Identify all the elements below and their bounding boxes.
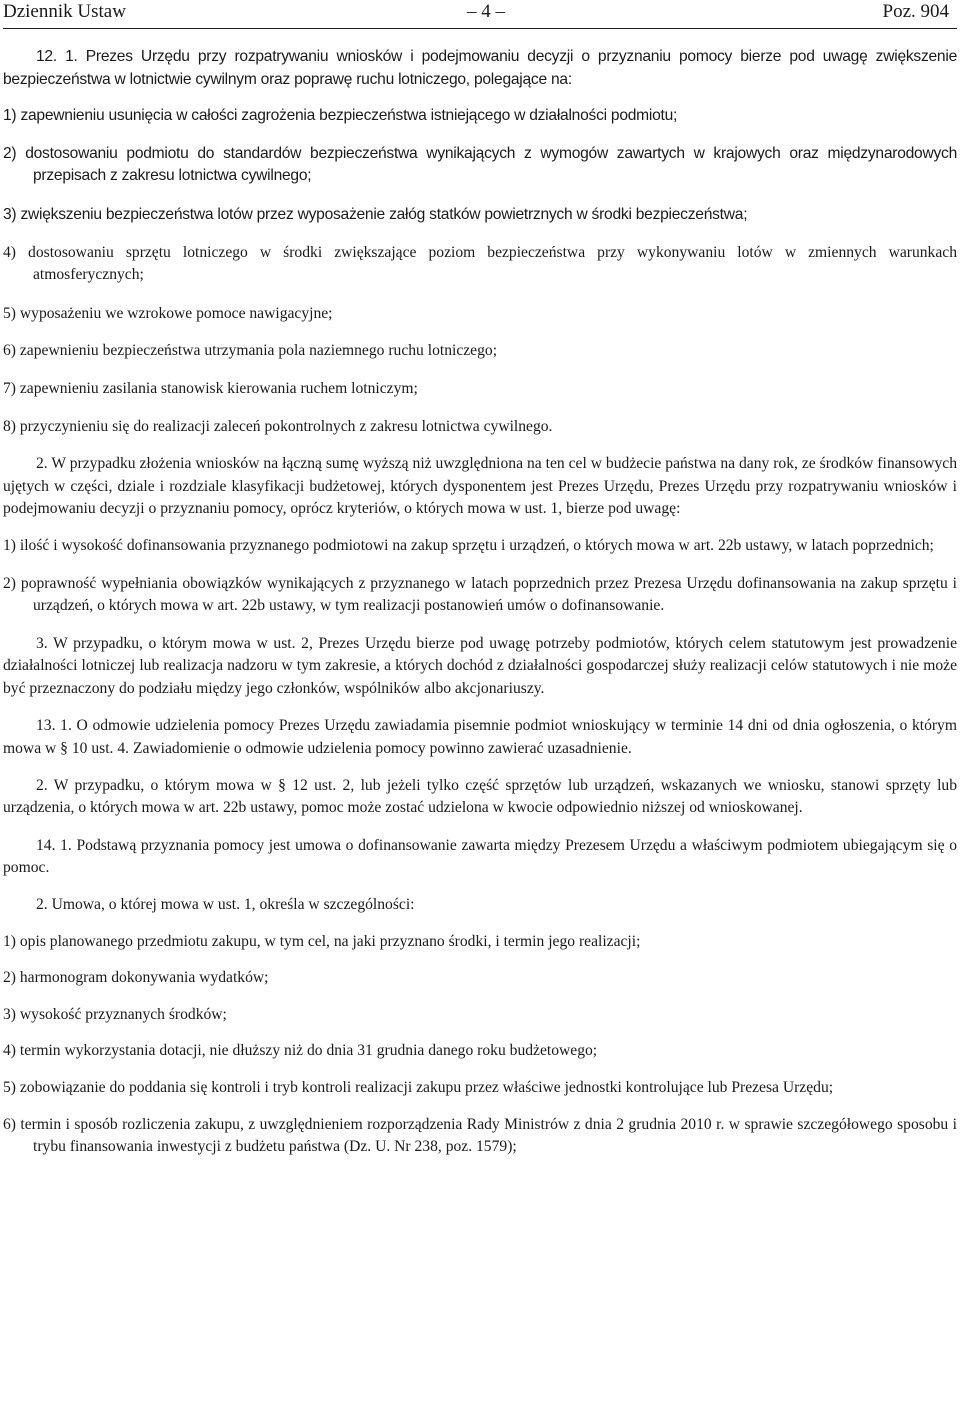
section-12-item-8: 8) przyczynieniu się do realizacji zaleceń pokontrolnych z zakresu lotnictwa cywilnego. xyxy=(3,417,553,435)
section-12-ust-2: 2. W przypadku złożenia wniosków na łączną sumę wyższą niż uwzględniona na ten cel w budżecie państwa na dany rok, ze środków finansowych ujętych w części, dziale i rozdziale klasyfikacji budżetowej, których dysponentem jest Prezes Urzędu, Prezes Urzędu przy rozpatrywaniu wniosków i podejmowaniu decyzji o przyznaniu pomocy, oprócz kryteriów, o których mowa w ust. 1, bierze pod uwagę: xyxy=(3,455,957,518)
section-14-item-1: 1) opis planowanego przedmiotu zakupu, w tym cel, na jaki przyznano środki, i termin jego realizacji; xyxy=(3,932,641,950)
section-12-item-7: 7) zapewnieniu zasilania stanowisk kierowania ruchem lotniczym; xyxy=(3,379,418,397)
section-12-ust-3: 3. W przypadku, o którym mowa w ust. 2, Prezes Urzędu bierze pod uwagę potrzeby podmiotów, których celem statutowym jest prowadzenie działalności lotniczej lub realizacja nadzoru w tym zakresie, a których dochód z działalności gospodarczej służy realizacji celów statutowych i nie może być przeznaczony do podziału między jego członków, wspólników albo akcjonariuszy. xyxy=(3,634,957,697)
section-12-item-6: 6) zapewnieniu bezpieczeństwa utrzymania pola naziemnego ruchu lotniczego; xyxy=(3,342,498,360)
section-12-intro: 12. 1. Prezes Urzędu przy rozpatrywaniu wniosków i podejmowaniu decyzji o przyznaniu pomocy bierze pod uwagę zwiększenie bezpieczeństwa w lotnictwie cywilnym oraz poprawę ruchu lotniczego, polegające na: xyxy=(3,48,957,88)
section-14-item-5: 5) zobowiązanie do poddania się kontroli i tryb kontroli realizacji zakupu przez właściwe jednostki kontrolujące lub Prezesa Urzędu; xyxy=(3,1079,834,1096)
section-14-ust-2: 2. Umowa, o której mowa w ust. 1, określa w szczególności: xyxy=(36,896,415,914)
page-header xyxy=(3,0,957,29)
section-13-ust-1: 13. 1. O odmowie udzielenia pomocy Prezes Urzędu zawiadamia pisemnie podmiot wnioskujący w terminie 14 dni od dnia ogłoszenia, o którym mowa w § 10 ust. 4. Zawiadomienie o odmowie udzielenia pomocy powinno zawierać uzasadnienie. xyxy=(3,717,957,758)
section-12-item-1: 1) zapewnieniu usunięcia w całości zagrożenia bezpieczeństwa istniejącego w działalności podmiotu; xyxy=(3,107,678,125)
section-14-item-4: 4) termin wykorzystania dotacji, nie dłuższy niż do dnia 31 grudnia danego roku budżetowego; xyxy=(3,1042,598,1060)
section-14-item-6: 6) termin i sposób rozliczenia zakupu, z uwzględnieniem rozporządzenia Rady Ministrów z dnia 2 grudnia 2010 r. w sprawie szczegółowego sposobu i trybu finansowania inwestycji z budżetu państwa (Dz. U. Nr 238, poz. 1579); xyxy=(3,1115,957,1156)
section-12-ust-2-item-2: 2) poprawność wypełniania obowiązków wynikających z przyznanego w latach poprzednich przez Prezesa Urzędu dofinansowania na zakup sprzętu i urządzeń, o których mowa w art. 22b ustawy, w tym realizacji postanowień umów o dofinansowanie. xyxy=(3,574,957,615)
section-12-ust-2-item-1: 1) ilość i wysokość dofinansowania przyznanego podmiotowi na zakup sprzętu i urządzeń, o których mowa w art. 22b ustawy, w latach poprzednich; xyxy=(3,536,934,554)
section-14-ust-1: 14. 1. Podstawą przyznania pomocy jest umowa o dofinansowanie zawarta między Prezesem Urzędu a właściwym podmiotem ubiegającym się o pomoc. xyxy=(3,836,957,877)
page-number: – 4 – xyxy=(467,1,505,22)
section-13-ust-2: 2. W przypadku, o którym mowa w § 12 ust. 2, lub jeżeli tylko część sprzętów lub urządzeń, wskazanych we wniosku, stanowi sprzęty lub urządzenia, o których mowa w art. 22b ustawy, pomoc może zostać udzielona w kwocie odpowiednio niższej od wnioskowanej. xyxy=(3,776,957,817)
section-12-item-2: 2) dostosowaniu podmiotu do standardów bezpieczeństwa wynikających z wymogów zawartych w krajowych oraz międzynarodowych przepisach z zakresu lotnictwa cywilnego; xyxy=(3,144,957,185)
section-14-item-3: 3) wysokość przyznanych środków; xyxy=(3,1005,227,1023)
document-body xyxy=(3,46,957,1159)
section-12-item-3: 3) zwiększeniu bezpieczeństwa lotów przez wyposażenie załóg statków powietrznych w środki bezpieczeństwa; xyxy=(3,205,748,223)
section-14-item-2: 2) harmonogram dokonywania wydatków; xyxy=(3,969,269,987)
section-12-item-4: 4) dostosowaniu sprzętu lotniczego w środki zwiększające poziom bezpieczeństwa przy wykonywaniu lotów w zmiennych warunkach atmosferycznych; xyxy=(3,243,957,284)
position-number: Poz. 904 xyxy=(882,1,949,22)
section-12-item-5: 5) wyposażeniu we wzrokowe pomoce nawigacyjne; xyxy=(3,304,333,322)
journal-title: Dziennik Ustaw xyxy=(3,1,126,22)
